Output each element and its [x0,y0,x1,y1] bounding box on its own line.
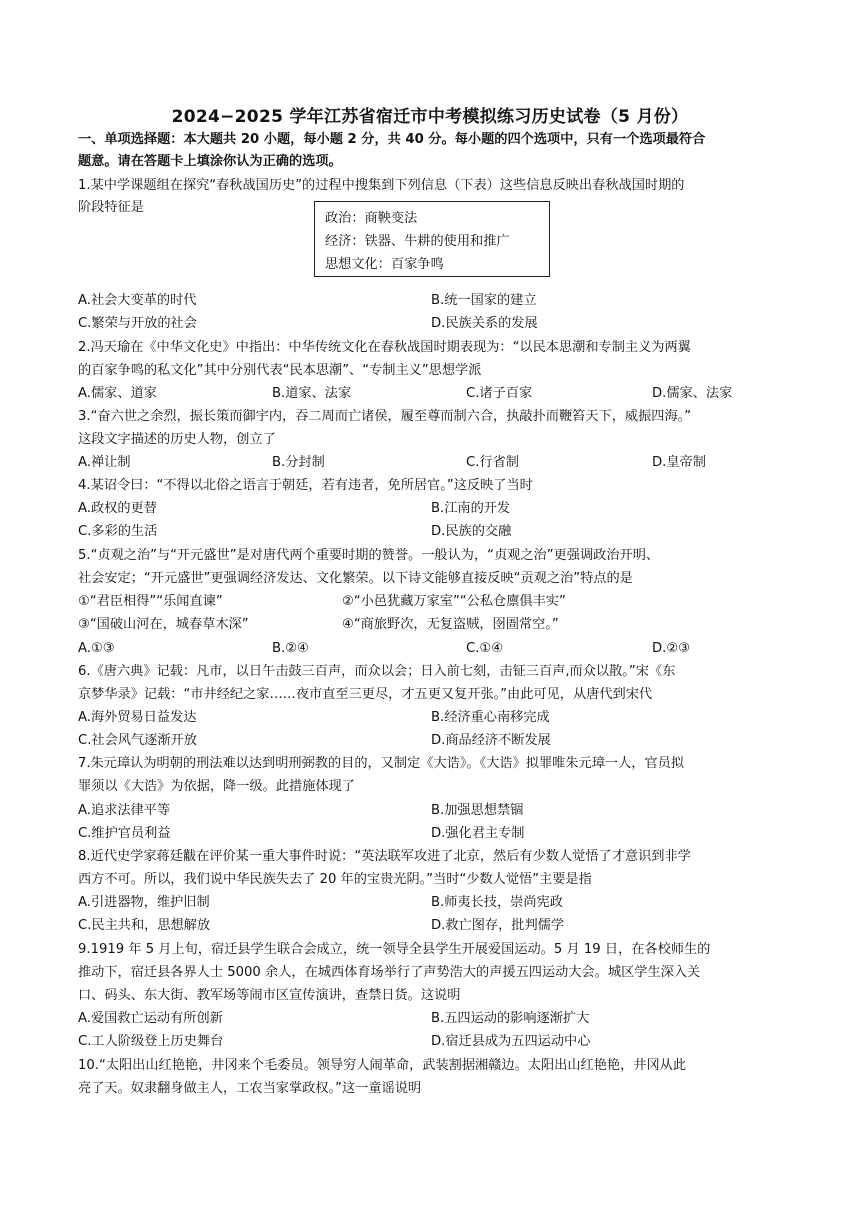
q7-option-c[interactable]: C.维护官员利益 [78,826,171,841]
q5-stem-line1: 5.“贞观之治”与“开元盛世”是对唐代两个重要时期的赞誉。一般认为，“贞观之治”更强调政治开明、 [78,548,660,563]
q3-option-d[interactable]: D.皇帝制 [652,455,706,470]
q8-option-c[interactable]: C.民主共和，思想解放 [78,918,211,933]
q5-item-3: ③“国破山河在，城春草木深” [78,617,249,632]
q8-option-d[interactable]: D.救亡图存，批判儒学 [431,918,565,933]
q9-option-d[interactable]: D.宿迁县成为五四运动中心 [431,1034,591,1049]
q6-option-a[interactable]: A.海外贸易日益发达 [78,710,197,725]
q1-info-economy: 经济：铁器、牛耕的使用和推广 [325,234,510,249]
q5-option-d[interactable]: D.②③ [652,641,690,656]
q4-option-c[interactable]: C.多彩的生活 [78,524,158,539]
q8-stem-line1: 8.近代史学家蒋廷黻在评价某一重大事件时说：“英法联军攻进了北京，然后有少数人觉悟了才意识到非学 [78,849,691,864]
q4-stem-line1: 4.某诏令曰：“不得以北俗之语言于朝廷，若有违者，免所居官。”这反映了当时 [78,478,533,493]
q3-option-a[interactable]: A.禅让制 [78,455,131,470]
q5-option-b[interactable]: B.②④ [272,641,309,656]
q1-info-box [314,201,550,277]
q6-option-b[interactable]: B.经济重心南移完成 [431,710,550,725]
q5-item-1: ①“君臣相得”“乐闻直谏” [78,594,223,609]
q1-option-a[interactable]: A.社会大变革的时代 [78,293,197,308]
q6-stem-line1: 6.《唐六典》记载：凡市，以日午击鼓三百声，而众以会；日入前七刻，击钲三百声,而众以散。”宋《东 [78,664,676,679]
q7-option-d[interactable]: D.强化君主专制 [431,826,525,841]
q9-stem-line2: 推动下，宿迁县各界人士 5000 余人，在城西体育场举行了声势浩大的声援五四运动大会。城区学生深入关 [78,965,701,980]
q1-stem-line1: 1.某中学课题组在探究“春秋战国历史”的过程中搜集到下列信息（下表）这些信息反映出春秋战国时期的 [78,178,685,193]
q10-stem-line1: 10.“太阳出山红艳艳，井冈来个毛委员。领导穷人闹革命，武装割据湘赣边。太阳出山红艳艳，井冈从此 [78,1058,687,1073]
q5-option-a[interactable]: A.①③ [78,641,115,656]
q5-option-c[interactable]: C.①④ [466,641,504,656]
q6-stem-line2: 京梦华录》记载：“市井经纪之家……夜市直至三更尽，才五更又复开张。”由此可见，从唐代到宋代 [78,687,653,702]
q5-item-2: ②“小邑犹藏万家室”“公私仓廪俱丰实” [342,594,566,609]
q7-stem-line2: 罪须以《大诰》为依据，降一级。此措施体现了 [78,779,355,794]
q4-option-a[interactable]: A.政权的更替 [78,501,157,516]
q1-stem-line2: 阶段特征是 [78,200,144,215]
q8-option-a[interactable]: A.引进器物，维护旧制 [78,895,210,910]
q2-stem-line2: 的百家争鸣的私文化”其中分别代表“民本思潮”、“专制主义”思想学派 [78,363,482,378]
q9-stem-line1: 9.1919 年 5 月上旬，宿迁县学生联合会成立，统一领导全县学生开展爱国运动。5 月 19 日，在各校师生的 [78,942,711,957]
q2-option-d[interactable]: D.儒家、法家 [652,386,733,401]
q1-info-culture: 思想文化：百家争鸣 [325,257,444,272]
q9-option-a[interactable]: A.爱国救亡运动有所创新 [78,1011,223,1026]
q2-option-b[interactable]: B.道家、法家 [272,386,352,401]
section-heading-line1: 一、单项选择题：本大题共 20 小题，每小题 2 分，共 40 分。每小题的四个选项中，只有一个选项最符合 [78,132,706,147]
q2-stem-line1: 2.冯天瑜在《中华文化史》中指出：中华传统文化在春秋战国时期表现为：“以民本思潮和专制主义为两翼 [78,340,691,355]
exam-title: 2024−2025 学年江苏省宿迁市中考模拟练习历史试卷（5 月份） [171,107,689,127]
q1-info-politics: 政治：商鞅变法 [325,211,418,226]
q3-stem-line1: 3.“奋六世之余烈，振长策而御宇内，吞二周而亡诸侯，履至尊而制六合，执敲扑而鞭笞天下，威振四海。” [78,409,692,424]
q4-option-b[interactable]: B.江南的开发 [431,501,511,516]
q7-option-b[interactable]: B.加强思想禁锢 [431,803,524,818]
q3-option-b[interactable]: B.分封制 [272,455,325,470]
q7-option-a[interactable]: A.追求法律平等 [78,803,171,818]
q1-option-b[interactable]: B.统一国家的建立 [431,293,537,308]
q5-item-4: ④“商旅野次，无复盗贼，囹圄常空。” [342,617,559,632]
q8-stem-line2: 西方不可。所以，我们说中华民族失去了 20 年的宝贵光阴。”当时“少数人觉悟”主要是指 [78,872,592,887]
q6-option-d[interactable]: D.商品经济不断发展 [431,733,551,748]
section-heading-line2: 题意。请在答题卡上填涂你认为正确的选项。 [78,154,342,169]
q9-option-c[interactable]: C.工人阶级登上历史舞台 [78,1034,224,1049]
q2-option-a[interactable]: A.儒家、道家 [78,386,157,401]
q2-option-c[interactable]: C.诸子百家 [466,386,533,401]
q6-option-c[interactable]: C.社会风气逐渐开放 [78,733,197,748]
q1-option-c[interactable]: C.繁荣与开放的社会 [78,316,197,331]
q7-stem-line1: 7.朱元璋认为明朝的刑法难以达到明刑弼教的目的，又制定《大诰》。《大诰》拟罪唯朱元璋一人，官员拟 [78,756,685,771]
q9-stem-line3: 口、码头、东大街、教军场等闹市区宣传演讲，查禁日货。这说明 [78,988,461,1003]
q8-option-b[interactable]: B.师夷长技，崇尚宪政 [431,895,563,910]
q3-stem-line2: 这段文字描述的历史人物，创立了 [78,432,276,447]
q9-option-b[interactable]: B.五四运动的影响逐渐扩大 [431,1011,590,1026]
q10-stem-line2: 亮了天。奴隶翻身做主人，工农当家掌政权。”这一童谣说明 [78,1081,422,1096]
q4-option-d[interactable]: D.民族的交融 [431,524,512,539]
q1-option-d[interactable]: D.民族关系的发展 [431,316,538,331]
q5-stem-line2: 社会安定；“开元盛世”更强调经济发达、文化繁荣。以下诗文能够直接反映“贡观之治”特点的是 [78,571,633,586]
q3-option-c[interactable]: C.行省制 [466,455,519,470]
